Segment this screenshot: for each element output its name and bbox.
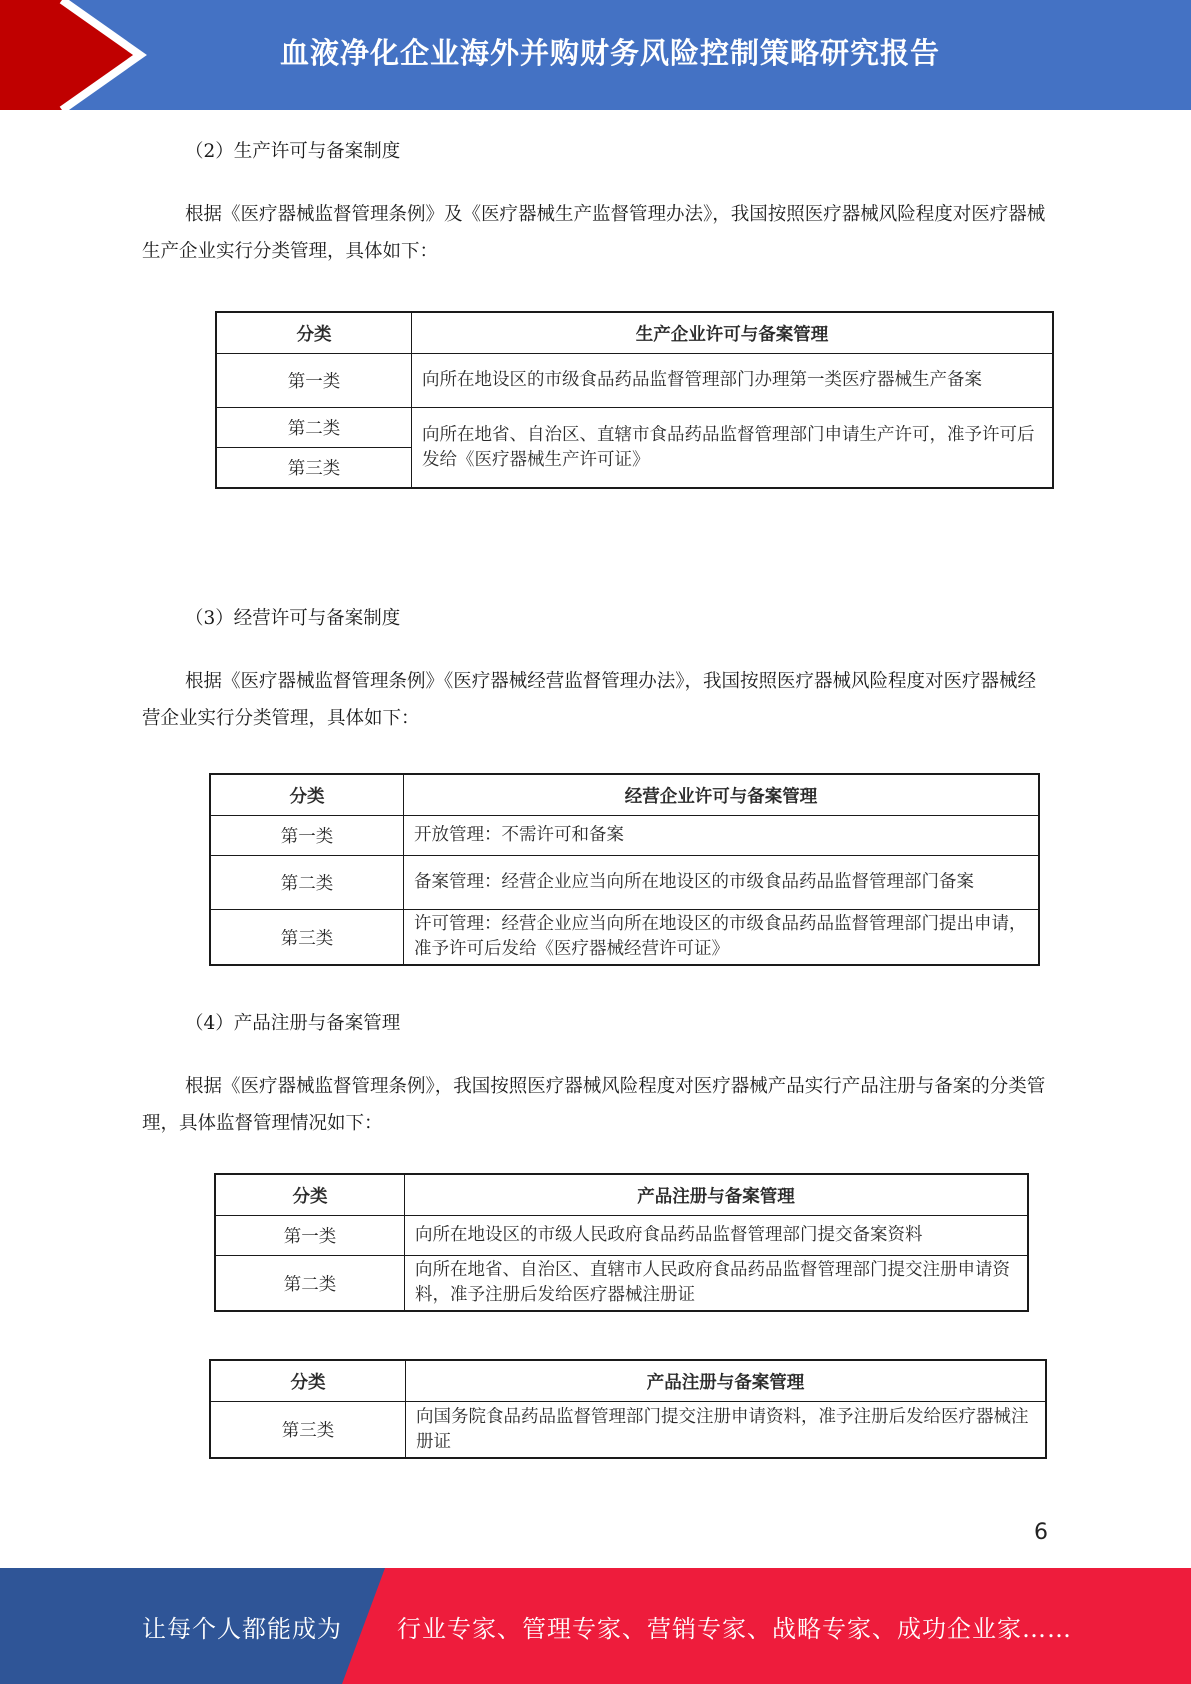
footer-slogan-left: 让每个人都能成为 xyxy=(142,1614,342,1643)
table-header-row xyxy=(211,775,1039,816)
footer-slogan-right: 行业专家、管理专家、营销专家、战略专家、成功企业家…… xyxy=(397,1614,1072,1643)
category-cell: 第二类 xyxy=(211,856,404,910)
table-row xyxy=(211,910,1039,965)
page-number: 6 xyxy=(1034,1520,1048,1545)
table-row xyxy=(216,1256,1028,1311)
column-header-category: 分类 xyxy=(217,313,412,354)
table-row xyxy=(211,816,1039,856)
description-cell: 向所在地省、自治区、直辖市人民政府食品药品监督管理部门提交注册申请资料，准予注册后发给医疗器械注册证 xyxy=(405,1256,1028,1311)
description-cell: 许可管理：经营企业应当向所在地设区的市级食品药品监督管理部门提出申请，准予许可后发给《医疗器械经营许可证》 xyxy=(404,910,1039,965)
column-header-management: 产品注册与备案管理 xyxy=(406,1361,1046,1402)
category-cell: 第三类 xyxy=(217,448,412,488)
operation-table xyxy=(210,774,1039,965)
section-heading-production: （2）生产许可与备案制度 xyxy=(185,141,401,162)
category-cell: 第一类 xyxy=(211,816,404,856)
column-header-management: 生产企业许可与备案管理 xyxy=(412,313,1053,354)
paragraph-registration: 根据《医疗器械监督管理条例》，我国按照医疗器械风险程度对医疗器械产品实行产品注册与备案的分类管理，具体监督管理情况如下： xyxy=(142,1076,1046,1134)
description-cell: 向所在地设区的市级人民政府食品药品监督管理部门提交备案资料 xyxy=(405,1216,1028,1256)
page-header xyxy=(0,0,1191,110)
table-header-row xyxy=(217,313,1053,354)
production-table xyxy=(216,312,1053,488)
description-cell: 备案管理：经营企业应当向所在地设区的市级食品药品监督管理部门备案 xyxy=(404,856,1039,910)
table-row xyxy=(217,408,1053,448)
description-cell: 向所在地设区的市级食品药品监督管理部门办理第一类医疗器械生产备案 xyxy=(412,354,1053,408)
category-cell: 第二类 xyxy=(216,1256,405,1311)
category-cell: 第三类 xyxy=(211,1402,406,1458)
column-header-category: 分类 xyxy=(211,1361,406,1402)
table-row xyxy=(211,856,1039,910)
category-cell: 第三类 xyxy=(211,910,404,965)
column-header-management: 经营企业许可与备案管理 xyxy=(404,775,1039,816)
table-header-row xyxy=(216,1175,1028,1216)
section-heading-registration: （4）产品注册与备案管理 xyxy=(185,1013,401,1034)
category-cell: 第一类 xyxy=(216,1216,405,1256)
registration-table-1 xyxy=(215,1174,1028,1311)
paragraph-production: 根据《医疗器械监督管理条例》及《医疗器械生产监督管理办法》，我国按照医疗器械风险程度对医疗器械生产企业实行分类管理，具体如下： xyxy=(142,204,1046,262)
column-header-category: 分类 xyxy=(211,775,404,816)
column-header-category: 分类 xyxy=(216,1175,405,1216)
table-row xyxy=(216,1216,1028,1256)
description-cell: 向国务院食品药品监督管理部门提交注册申请资料，准予注册后发给医疗器械注册证 xyxy=(406,1402,1046,1458)
page-footer xyxy=(0,1568,1191,1684)
registration-table-2 xyxy=(210,1360,1046,1458)
table-row xyxy=(217,354,1053,408)
header-title: 血液净化企业海外并购财务风险控制策略研究报告 xyxy=(279,35,940,70)
table-row xyxy=(211,1402,1046,1458)
section-heading-operation: （3）经营许可与备案制度 xyxy=(185,608,401,629)
category-cell: 第一类 xyxy=(217,354,412,408)
column-header-management: 产品注册与备案管理 xyxy=(405,1175,1028,1216)
description-cell: 开放管理：不需许可和备案 xyxy=(404,816,1039,856)
table-header-row xyxy=(211,1361,1046,1402)
description-cell: 向所在地省、自治区、直辖市食品药品监督管理部门申请生产许可，准予许可后发给《医疗器械生产许可证》 xyxy=(412,408,1053,488)
paragraph-operation: 根据《医疗器械监督管理条例》《医疗器械经营监督管理办法》，我国按照医疗器械风险程度对医疗器械经营企业实行分类管理，具体如下： xyxy=(142,671,1037,729)
category-cell: 第二类 xyxy=(217,408,412,448)
